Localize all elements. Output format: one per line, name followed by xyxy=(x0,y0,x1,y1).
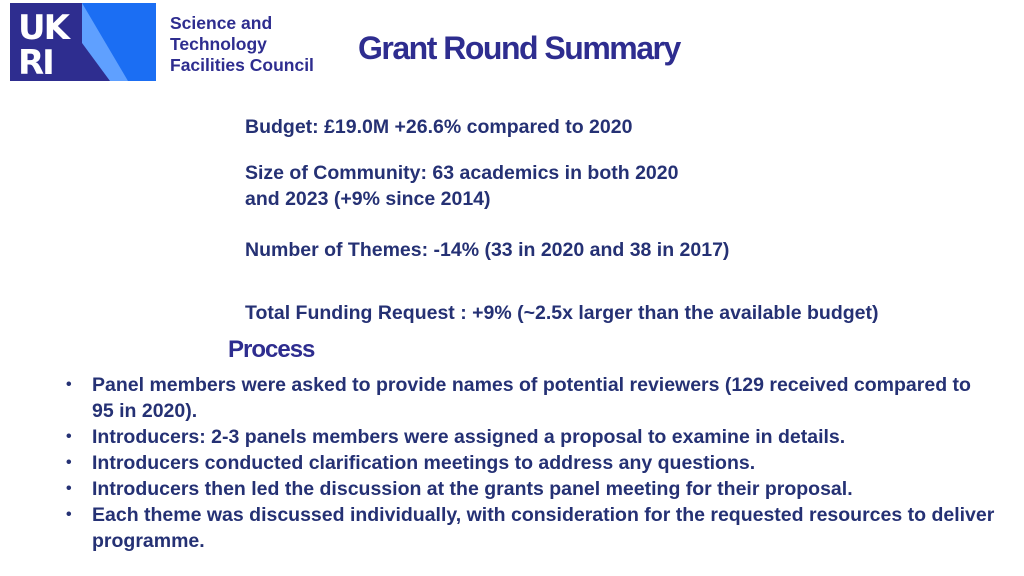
process-heading: Process xyxy=(228,336,315,363)
org-name-line-3: Facilities Council xyxy=(170,55,314,75)
bullet-icon: • xyxy=(66,428,72,445)
process-item xyxy=(66,424,996,450)
budget-stat: Budget: £19.0M +26.6% compared to 2020 xyxy=(245,116,633,138)
process-item-text: Each theme was discussed individually, with consideration for the requested resources to deliver programme. xyxy=(92,504,995,552)
process-list xyxy=(66,372,996,554)
process-item xyxy=(66,450,996,476)
themes-stat: Number of Themes: -14% (33 in 2020 and 38 in 2017) xyxy=(245,239,730,261)
org-name-line-1: Science and xyxy=(170,13,273,33)
bullet-icon: • xyxy=(66,480,72,497)
org-name-line-2: Technology xyxy=(170,34,267,54)
process-item xyxy=(66,476,996,502)
community-stat: Size of Community: 63 academics in both 2020 and 2023 (+9% since 2014) xyxy=(245,162,679,210)
process-item-text: Introducers conducted clarification meetings to address any questions. xyxy=(92,452,756,474)
svg-text:RI: RI xyxy=(18,43,53,81)
funding-stat: Total Funding Request : +9% (~2.5x larger than the available budget) xyxy=(245,302,879,324)
process-item xyxy=(66,372,996,424)
bullet-icon: • xyxy=(66,454,72,471)
ukri-logo-mark xyxy=(10,3,156,81)
svg-text:UK: UK xyxy=(18,8,68,48)
bullet-icon: • xyxy=(66,376,72,393)
page-title: Grant Round Summary xyxy=(358,30,680,66)
process-item-text: Introducers then led the discussion at the grants panel meeting for their proposal. xyxy=(92,478,853,500)
ukri-logo xyxy=(10,3,156,81)
process-item-text: Introducers: 2-3 panels members were assigned a proposal to examine in details. xyxy=(92,426,846,448)
bullet-icon: • xyxy=(66,506,72,523)
process-item-text: Panel members were asked to provide names of potential reviewers (129 received compared to 95 in 2020). xyxy=(92,374,971,422)
org-name xyxy=(170,13,314,76)
process-item xyxy=(66,502,996,554)
